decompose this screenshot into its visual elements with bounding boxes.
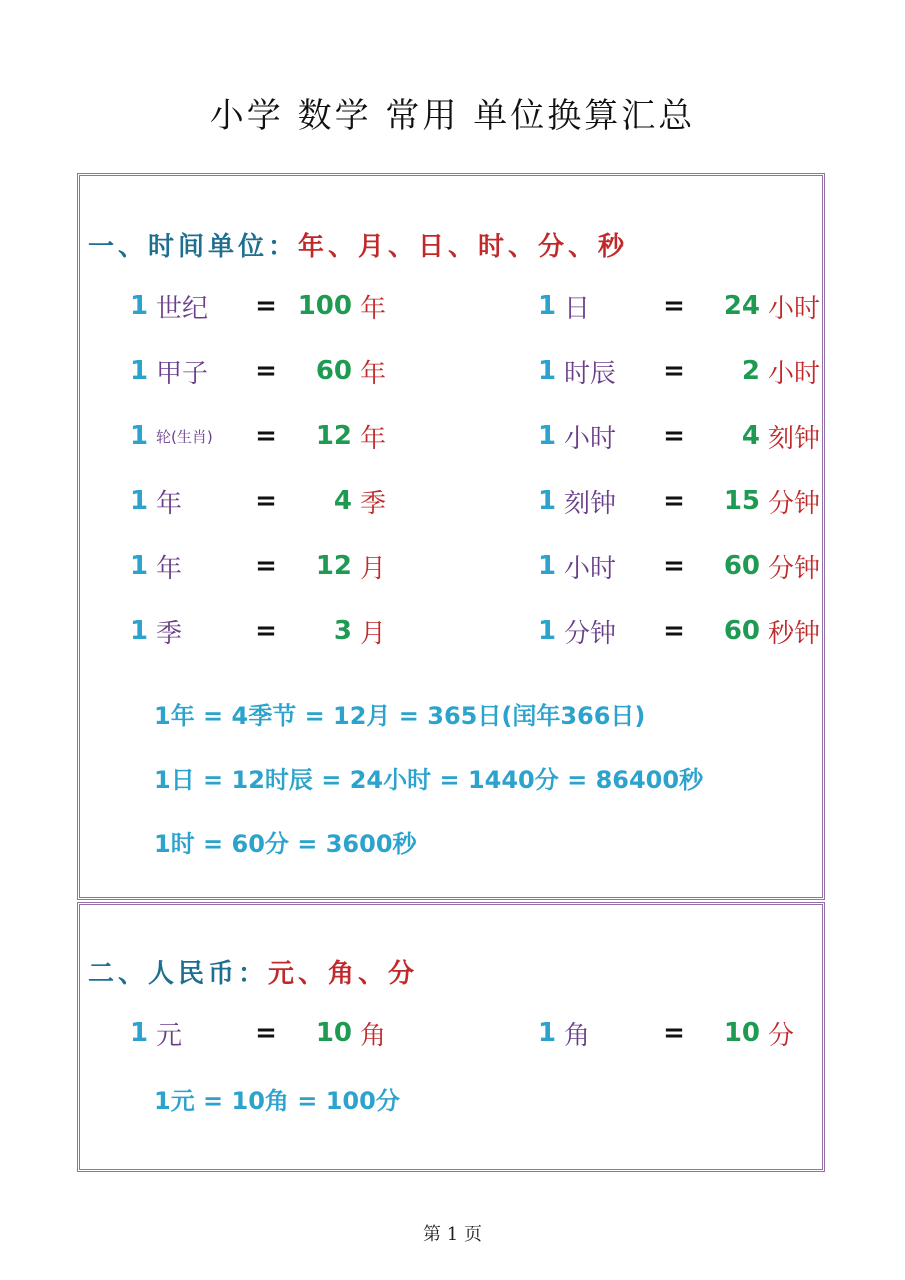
result-unit: 小时 (768, 293, 821, 324)
value: 10 (723, 1018, 760, 1048)
conversion-row (130, 1013, 386, 1053)
heading-units: 年、月、日、时、分、秒 (298, 232, 629, 262)
source-unit: 元 (156, 1020, 183, 1051)
conversion-row (538, 1013, 794, 1053)
equals-sign: = (663, 486, 685, 516)
number: 1 (538, 551, 557, 581)
result-unit: 月 (360, 553, 387, 584)
equals-sign: = (255, 551, 277, 581)
page-number: 第 1 页 (423, 1224, 482, 1245)
heading-units: 元、角、分 (268, 959, 419, 989)
value: 60 (723, 551, 760, 581)
conversion-row (538, 481, 820, 521)
number: 1 (130, 486, 149, 516)
heading-main: 二、人民币： (88, 959, 269, 989)
number: 1 (130, 291, 149, 321)
equals-sign: = (663, 616, 685, 646)
conversion-row (130, 286, 386, 326)
result-unit: 年 (360, 293, 387, 324)
page-title: 小学 数学 常用 单位换算汇总 (209, 96, 696, 136)
equals-sign: = (663, 356, 685, 386)
result-unit: 年 (360, 423, 387, 454)
section-heading (88, 226, 628, 263)
result-unit: 角 (360, 1020, 387, 1051)
result-unit: 刻钟 (768, 423, 821, 454)
equals-sign: = (663, 551, 685, 581)
value: 2 (741, 356, 760, 386)
number: 1 (130, 551, 149, 581)
value: 60 (315, 356, 352, 386)
number: 1 (538, 291, 557, 321)
result-unit: 秒钟 (768, 618, 821, 649)
conversion-row (130, 611, 386, 651)
formula-line: 1日 = 12时辰 = 24小时 = 1440分 = 86400秒 (154, 766, 704, 794)
equals-sign: = (255, 291, 277, 321)
number: 1 (538, 486, 557, 516)
value: 15 (723, 486, 760, 516)
currency-section (77, 902, 825, 1172)
number: 1 (130, 616, 149, 646)
value: 4 (741, 421, 760, 451)
value: 12 (315, 551, 352, 581)
formula-line: 1时 = 60分 = 3600秒 (154, 830, 417, 858)
source-unit: 小时 (564, 553, 617, 584)
source-unit: 轮(生肖) (156, 427, 213, 446)
source-unit: 年 (156, 488, 183, 519)
value: 4 (333, 486, 352, 516)
value: 10 (315, 1018, 352, 1048)
result-unit: 月 (360, 618, 387, 649)
result-unit: 分钟 (768, 488, 821, 519)
number: 1 (538, 421, 557, 451)
value: 3 (333, 616, 352, 646)
conversion-row (130, 351, 386, 391)
equals-sign: = (255, 1018, 277, 1048)
result-unit: 分 (768, 1020, 795, 1051)
formula-line: 1年 = 4季节 = 12月 = 365日(闰年366日) (154, 702, 646, 730)
value: 100 (297, 291, 352, 321)
number: 1 (538, 356, 557, 386)
source-unit: 世纪 (156, 293, 209, 324)
number: 1 (130, 356, 149, 386)
conversion-row (130, 546, 386, 586)
equals-sign: = (663, 1018, 685, 1048)
source-unit: 小时 (564, 423, 617, 454)
value: 24 (723, 291, 760, 321)
result-unit: 小时 (768, 358, 821, 389)
section-heading (88, 953, 418, 990)
time-units-section (77, 173, 825, 900)
result-unit: 分钟 (768, 553, 821, 584)
source-unit: 刻钟 (564, 488, 617, 519)
number: 1 (538, 1018, 557, 1048)
equals-sign: = (255, 421, 277, 451)
equals-sign: = (663, 291, 685, 321)
conversion-row (130, 416, 386, 456)
value: 60 (723, 616, 760, 646)
conversion-row (538, 416, 820, 456)
conversion-row (538, 351, 820, 391)
source-unit: 年 (156, 553, 183, 584)
source-unit: 分钟 (564, 618, 617, 649)
conversion-row (130, 481, 386, 521)
equals-sign: = (255, 616, 277, 646)
heading-main: 一、时间单位： (88, 232, 299, 262)
source-unit: 时辰 (564, 358, 617, 389)
source-unit: 甲子 (156, 358, 209, 389)
source-unit: 季 (156, 618, 183, 649)
conversion-row (538, 611, 820, 651)
formula-line: 1元 = 10角 = 100分 (154, 1087, 400, 1115)
source-unit: 角 (564, 1020, 591, 1051)
conversion-row (538, 286, 820, 326)
result-unit: 季 (360, 488, 387, 519)
value: 12 (315, 421, 352, 451)
number: 1 (130, 421, 149, 451)
conversion-row (538, 546, 820, 586)
result-unit: 年 (360, 358, 387, 389)
equals-sign: = (255, 356, 277, 386)
number: 1 (130, 1018, 149, 1048)
number: 1 (538, 616, 557, 646)
source-unit: 日 (564, 293, 591, 324)
equals-sign: = (255, 486, 277, 516)
equals-sign: = (663, 421, 685, 451)
